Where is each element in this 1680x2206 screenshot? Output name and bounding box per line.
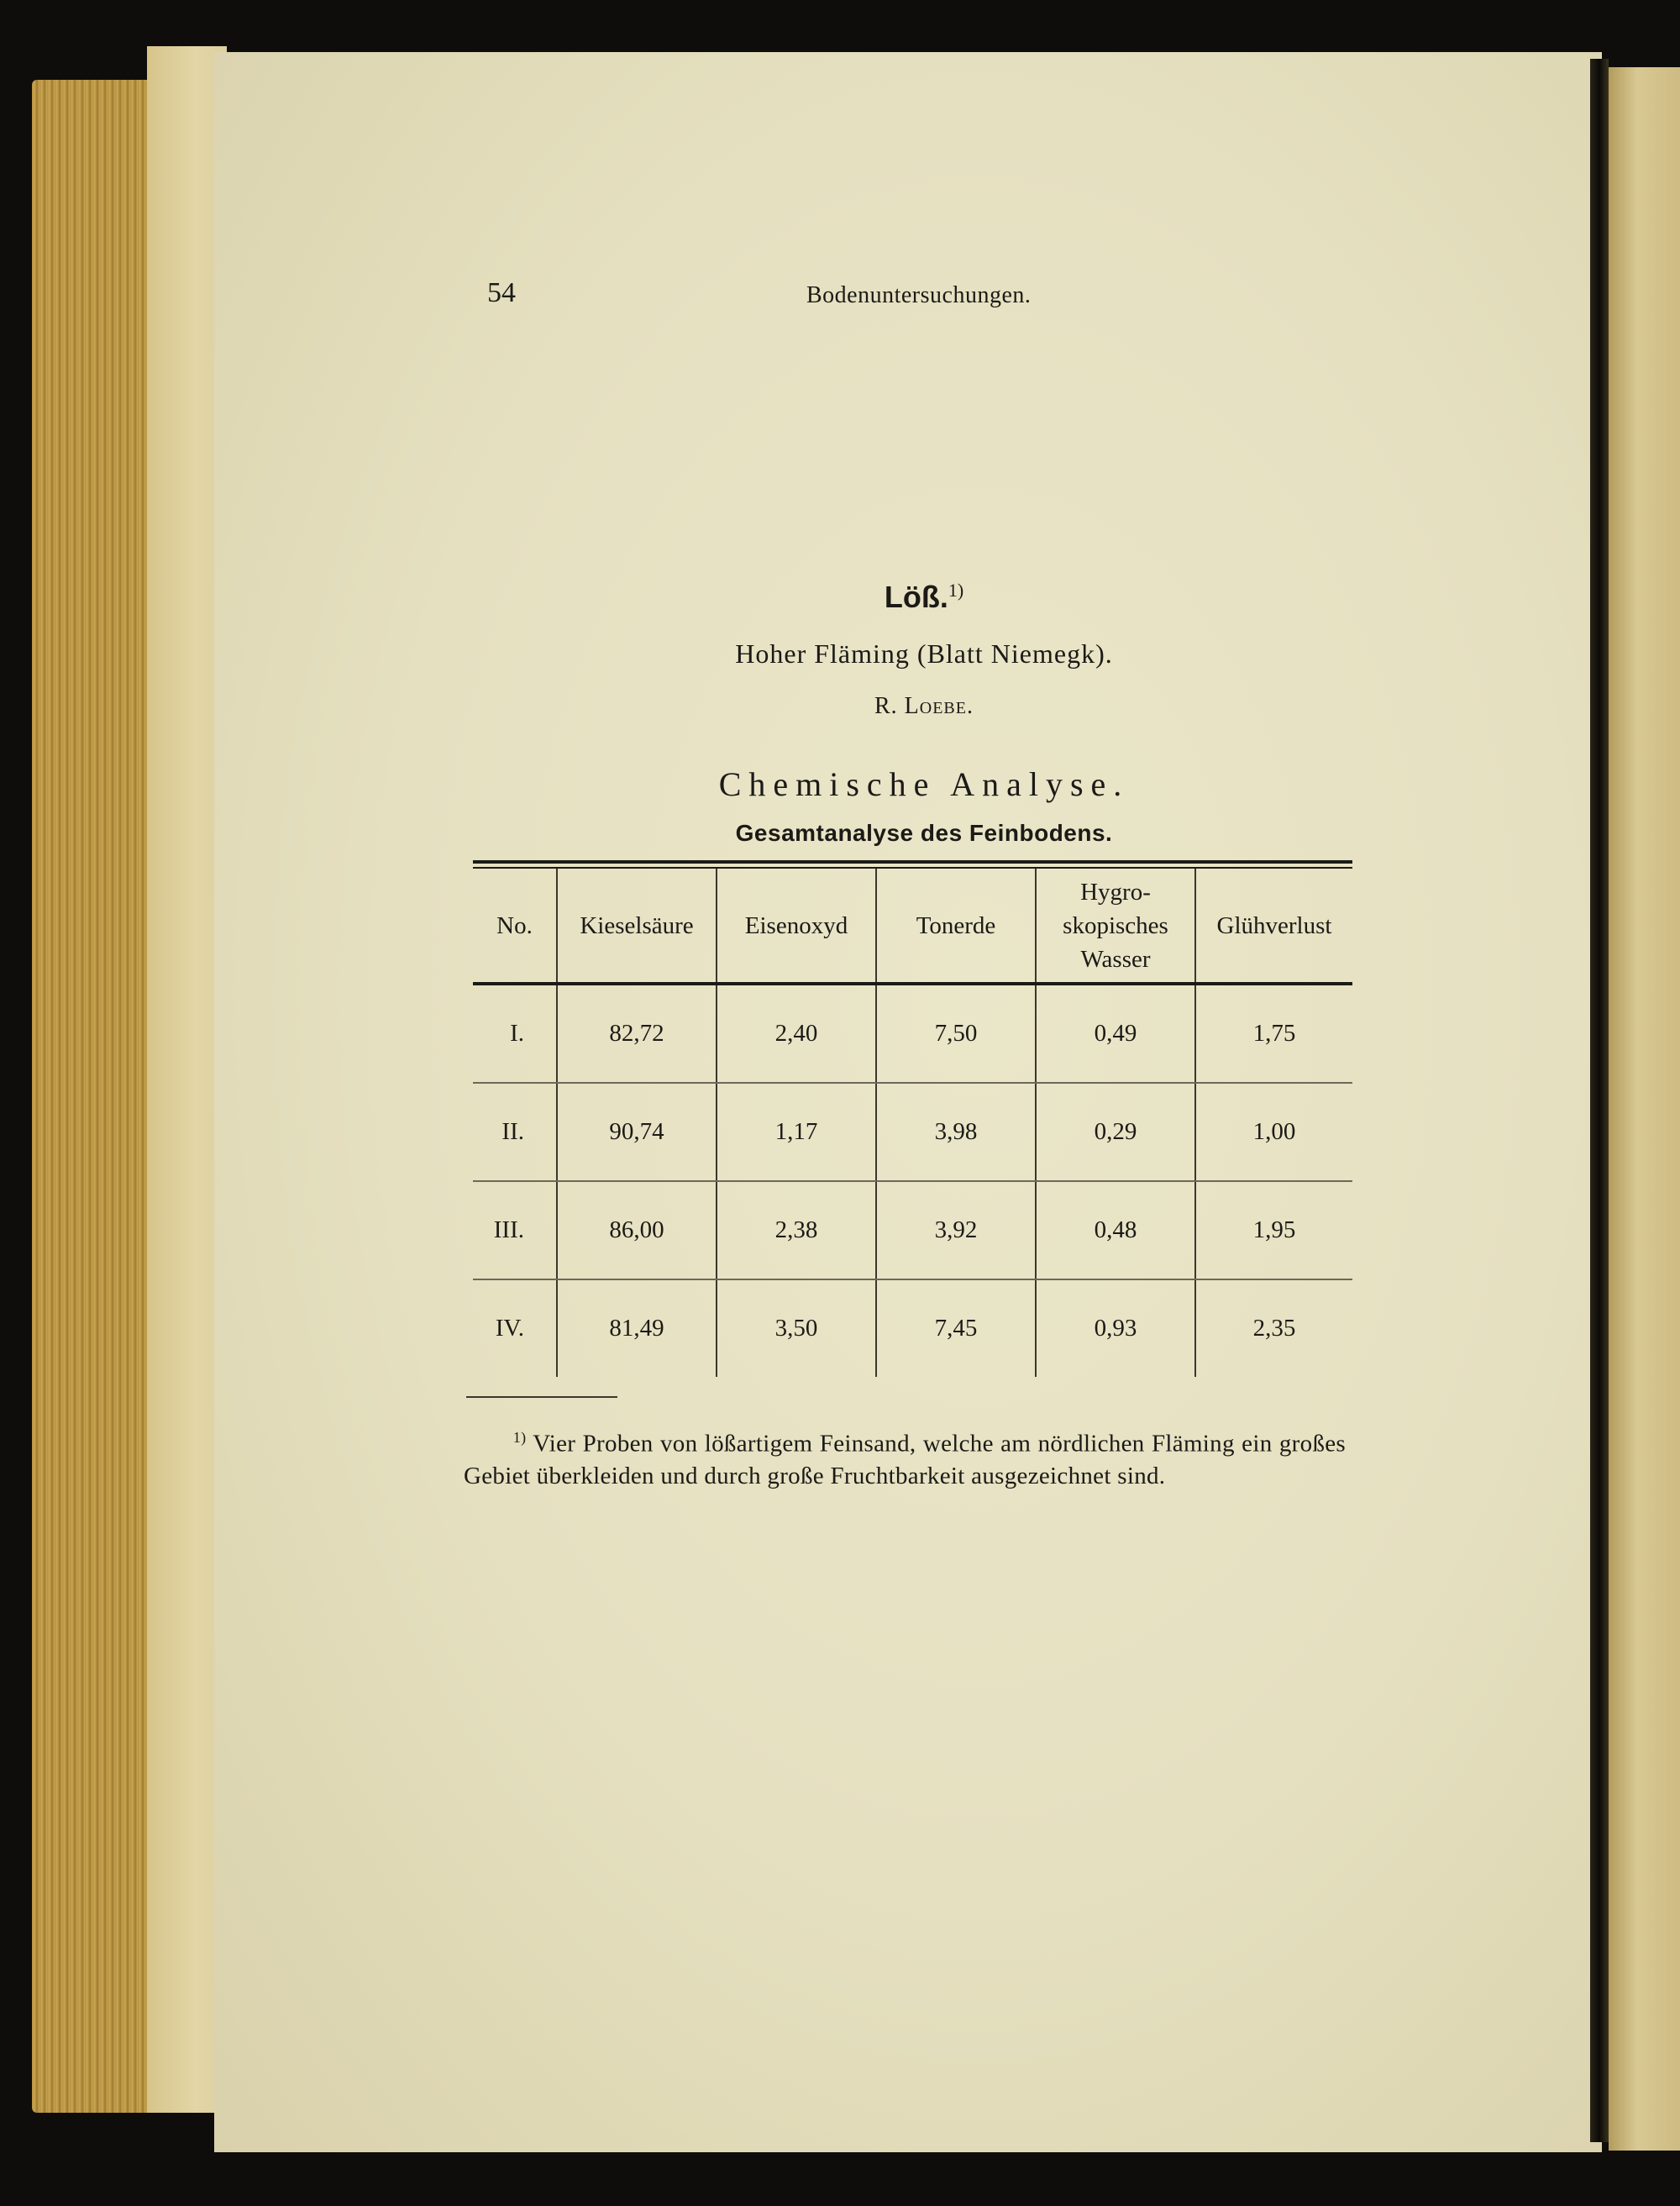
table-cell: 0,49 — [1036, 984, 1195, 1083]
author — [420, 693, 1428, 720]
table-cell-no: I. — [473, 984, 557, 1083]
table-row — [473, 1279, 1352, 1377]
table-row — [473, 1083, 1352, 1181]
table-cell: 0,93 — [1036, 1279, 1195, 1377]
column-header: Hygro- skopisches Wasser — [1036, 869, 1195, 984]
table-title: Gesamtanalyse des Feinbodens. — [735, 820, 1113, 846]
footnote — [464, 1421, 1346, 1492]
analysis-table — [473, 869, 1352, 1377]
table-cell: 2,38 — [717, 1181, 876, 1279]
main-title-text: Löß. — [884, 580, 948, 614]
footnote-marker: 1) — [512, 1429, 527, 1446]
table-cell: 1,00 — [1195, 1083, 1352, 1181]
table-cell: 2,40 — [717, 984, 876, 1083]
table-cell: 3,92 — [876, 1181, 1036, 1279]
author-initial: R. — [874, 693, 898, 719]
table-cell-no: III. — [473, 1181, 557, 1279]
table-cell-no: IV. — [473, 1279, 557, 1377]
table-header-row — [473, 869, 1352, 984]
title-footnote-marker: 1) — [948, 580, 964, 601]
table-cell: 1,95 — [1195, 1181, 1352, 1279]
author-name: Loebe. — [904, 693, 974, 719]
footnote-separator — [466, 1396, 617, 1398]
column-header: No. — [473, 869, 557, 984]
table-cell-no: II. — [473, 1083, 557, 1181]
main-title — [420, 580, 1428, 615]
table-cell: 3,98 — [876, 1083, 1036, 1181]
footnote-text: Vier Proben von lößartigem Feinsand, welche am nördlichen Fläming ein großes Gebiet überkleiden und durch große Fruchtbarkeit ausgezeichnet sind. — [464, 1430, 1346, 1489]
table-cell: 1,17 — [717, 1083, 876, 1181]
column-header: Tonerde — [876, 869, 1036, 984]
table-cell: 81,49 — [557, 1279, 717, 1377]
table-cell: 0,29 — [1036, 1083, 1195, 1181]
column-header: Glühverlust — [1195, 869, 1352, 984]
table-row — [473, 1181, 1352, 1279]
table-cell: 86,00 — [557, 1181, 717, 1279]
table-cell: 2,35 — [1252, 1315, 1296, 1342]
table-cell: 90,74 — [557, 1083, 717, 1181]
analysis-table-wrap — [473, 860, 1352, 1377]
table-cell: 82,72 — [557, 984, 717, 1083]
table-cell: 7,50 — [876, 984, 1036, 1083]
table-row — [473, 984, 1352, 1083]
table-top-rule — [473, 860, 1352, 864]
book-gutter — [1590, 59, 1609, 2142]
facing-page-edge — [1609, 67, 1680, 2151]
column-header: Kieselsäure — [557, 869, 717, 984]
table-cell: 3,50 — [717, 1279, 876, 1377]
running-title: Bodenuntersuchungen. — [806, 282, 1032, 308]
table-cell: 7,45 — [876, 1279, 1036, 1377]
subtitle: Hoher Fläming (Blatt Niemegk). — [735, 638, 1113, 669]
table-cell: 1,75 — [1195, 984, 1352, 1083]
table-cell: 0,48 — [1036, 1181, 1195, 1279]
section-title: Chemische Analyse. — [718, 765, 1130, 803]
page-number: 54 — [487, 277, 516, 308]
column-header: Eisenoxyd — [717, 869, 876, 984]
